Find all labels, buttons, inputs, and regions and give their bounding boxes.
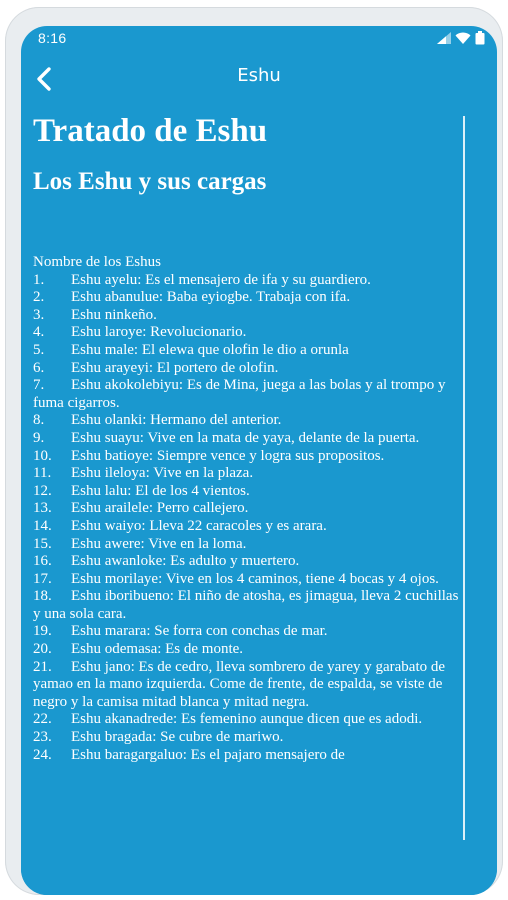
list-item-number: 8. [33, 412, 45, 429]
list-item [33, 518, 459, 536]
list-item-number: 2. [33, 289, 45, 306]
list-item-text: Eshu awere: Vive en la loma. [71, 535, 247, 552]
status-time: 8:16 [38, 30, 67, 46]
list-item-number: 4. [33, 324, 45, 341]
document-body [33, 254, 459, 764]
list-item [33, 342, 459, 360]
list-item-number: 6. [33, 359, 45, 376]
list-item-text: Eshu iboribueno: El niño de atosha, es jimagua, lleva 2 cuchillas y una sola cara. [33, 588, 459, 622]
list-item [33, 465, 459, 483]
scrollbar-track[interactable] [463, 116, 465, 895]
list-item [33, 571, 459, 589]
list-item [33, 483, 459, 501]
list-item [33, 500, 459, 518]
list-item-text: Eshu batioye: Siempre vence y logra sus propositos. [71, 447, 385, 464]
list-item-text: Eshu arailele: Perro callejero. [71, 500, 249, 517]
list-item-text: Eshu olanki: Hermano del anterior. [71, 412, 282, 429]
list-item-text: Eshu akanadrede: Es femenino aunque dicen que es adodi. [71, 711, 423, 728]
list-item-text: Eshu ileloya: Vive en la plaza. [71, 465, 254, 482]
document-subtitle: Los Eshu y sus cargas [33, 168, 267, 195]
eshu-list [33, 272, 459, 765]
list-item-number: 15. [33, 535, 52, 552]
list-item-text: Eshu marara: Se forra con conchas de mar. [71, 623, 328, 640]
wifi-icon [455, 32, 471, 44]
list-item-text: Eshu lalu: El de los 4 vientos. [71, 482, 250, 499]
list-item [33, 536, 459, 554]
list-item-number: 1. [33, 271, 45, 288]
list-item-number: 18. [33, 588, 52, 605]
list-item [33, 623, 459, 641]
list-item-number: 20. [33, 641, 52, 658]
list-item-text: Eshu morilaye: Vive en los 4 caminos, tiene 4 bocas y 4 ojos. [71, 570, 439, 587]
list-item-number: 21. [33, 658, 52, 675]
document-content[interactable] [33, 108, 463, 840]
list-item [33, 289, 459, 307]
list-item-text: Eshu abanulue: Baba eyiogbe. Trabaja con ifa. [71, 289, 351, 306]
app-title: Eshu [237, 65, 281, 86]
list-item-number: 17. [33, 570, 52, 587]
list-item-text: Eshu ninkeño. [71, 306, 157, 323]
list-item-text: Eshu baragargaluo: Es el pajaro mensajero de [71, 746, 345, 763]
signal-icon [437, 32, 451, 44]
list-item [33, 588, 459, 623]
list-item [33, 711, 459, 729]
list-item-number: 19. [33, 623, 52, 640]
app-bar [21, 52, 497, 106]
list-item-number: 7. [33, 377, 45, 394]
list-item-number: 11. [33, 465, 52, 482]
list-item-text: Eshu jano: Es de cedro, lleva sombrero de yarey y garabato de yamao en la mano izquierda. Come de frente, de espalda, se viste de negro y la camisa mitad blanca y mitad negra. [33, 658, 446, 710]
list-item-text: Eshu ayelu: Es el mensajero de ifa y su guardiero. [71, 271, 371, 288]
list-item [33, 448, 459, 466]
list-item [33, 641, 459, 659]
list-item-number: 23. [33, 729, 52, 746]
list-item-text: Eshu akokolebiyu: Es de Mina, juega a las bolas y al trompo y fuma cigarros. [33, 377, 446, 411]
list-item-number: 13. [33, 500, 52, 517]
list-item-text: Eshu waiyo: Lleva 22 caracoles y es arara. [71, 517, 327, 534]
app-screen [21, 26, 497, 895]
list-item-number: 12. [33, 482, 52, 499]
battery-icon [475, 31, 485, 45]
list-item [33, 377, 459, 412]
list-item [33, 430, 459, 448]
list-item [33, 307, 459, 325]
list-item-number: 24. [33, 746, 52, 763]
list-item [33, 553, 459, 571]
document-title: Tratado de Eshu [33, 113, 268, 149]
list-item-text: Eshu odemasa: Es de monte. [71, 641, 244, 658]
list-item-number: 10. [33, 447, 52, 464]
intro-line: Nombre de los Eshus [33, 254, 161, 270]
bottom-area [21, 840, 497, 895]
list-item [33, 360, 459, 378]
list-item-text: Eshu awanloke: Es adulto y muertero. [71, 553, 300, 570]
status-bar [21, 26, 497, 52]
list-item-text: Eshu male: El elewa que olofin le dio a orunla [71, 341, 349, 358]
list-item [33, 272, 459, 290]
list-item-text: Eshu suayu: Vive en la mata de yaya, delante de la puerta. [71, 429, 420, 446]
list-item-number: 3. [33, 306, 45, 323]
list-item-number: 9. [33, 429, 45, 446]
list-item-text: Eshu arayeyi: El portero de olofin. [71, 359, 279, 376]
list-item-number: 22. [33, 711, 52, 728]
list-item [33, 412, 459, 430]
device-frame [5, 7, 503, 895]
list-item-number: 16. [33, 553, 52, 570]
list-item [33, 729, 459, 747]
list-item [33, 747, 459, 765]
list-item [33, 324, 459, 342]
status-icons [437, 31, 485, 45]
list-item-number: 5. [33, 341, 45, 358]
list-item [33, 659, 459, 712]
list-item-number: 14. [33, 517, 52, 534]
list-item-text: Eshu bragada: Se cubre de mariwo. [71, 729, 284, 746]
list-item-text: Eshu laroye: Revolucionario. [71, 324, 247, 341]
